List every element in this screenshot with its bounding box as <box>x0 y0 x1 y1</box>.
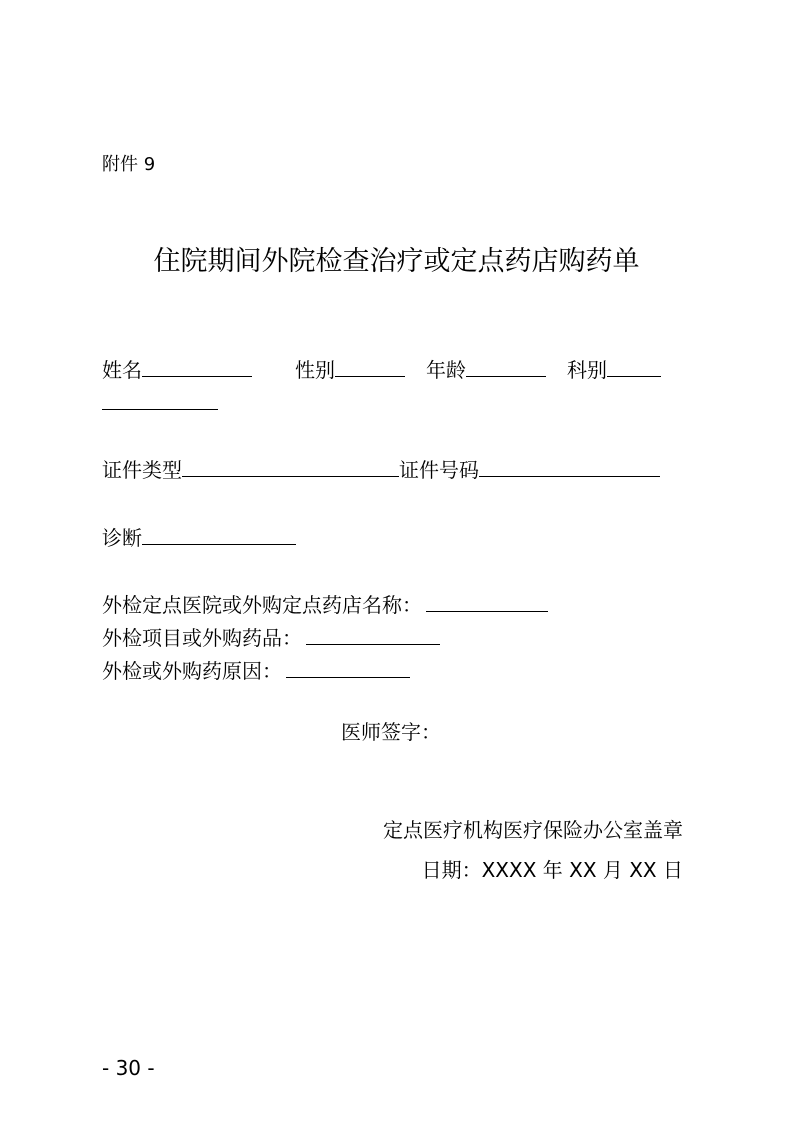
gender-blank[interactable] <box>335 356 405 377</box>
age-field <box>426 356 546 380</box>
id-number-label: 证件号码 <box>399 458 479 482</box>
name-field <box>102 356 252 380</box>
department-blank-continued[interactable] <box>102 389 218 410</box>
diagnosis-blank[interactable] <box>142 524 296 545</box>
name-label: 姓名 <box>102 358 142 382</box>
facility-field <box>102 591 548 615</box>
id-type-label: 证件类型 <box>102 458 182 482</box>
insurance-office-stamp-label: 定点医疗机构医疗保险办公室盖章 <box>383 818 683 842</box>
age-label: 年龄 <box>426 358 466 382</box>
items-label: 外检项目或外购药品： <box>102 626 302 650</box>
department-label: 科别 <box>567 358 607 382</box>
facility-label: 外检定点医院或外购定点药店名称： <box>102 593 422 617</box>
facility-blank[interactable] <box>426 591 548 612</box>
department-blank[interactable] <box>607 356 661 377</box>
date-label: 日期：XXXX 年 XX 月 XX 日 <box>421 858 683 882</box>
id-type-blank[interactable] <box>182 456 399 477</box>
id-number-blank[interactable] <box>479 456 660 477</box>
reason-field <box>102 657 410 681</box>
name-blank[interactable] <box>142 356 252 377</box>
attachment-label: 附件 9 <box>102 154 156 175</box>
page-number: - 30 - <box>102 1056 155 1080</box>
age-blank[interactable] <box>466 356 546 377</box>
department-field <box>567 356 661 380</box>
diagnosis-label: 诊断 <box>102 526 142 550</box>
doctor-signature-label: 医师签字： <box>341 720 441 744</box>
id-type-field <box>102 456 660 480</box>
form-title: 住院期间外院检查治疗或定点药店购药单 <box>153 246 640 277</box>
items-blank[interactable] <box>306 624 440 645</box>
items-field <box>102 624 440 648</box>
diagnosis-field <box>102 524 296 548</box>
gender-field <box>295 356 405 380</box>
reason-label: 外检或外购药原因： <box>102 659 282 683</box>
gender-label: 性别 <box>295 358 335 382</box>
reason-blank[interactable] <box>286 657 410 678</box>
